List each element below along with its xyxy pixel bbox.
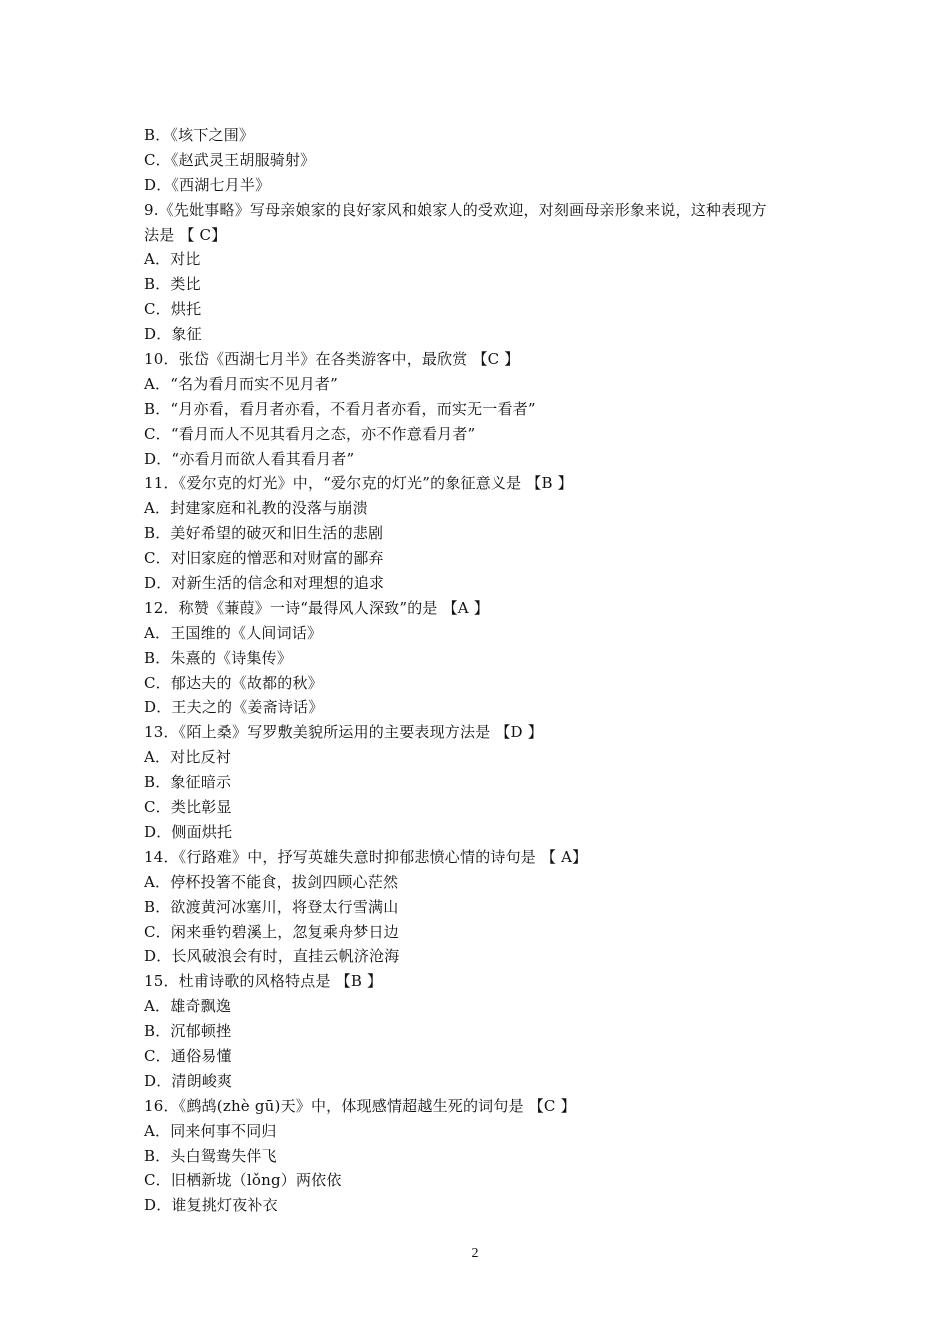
text-line: B．美好希望的破灭和旧生活的悲剧	[144, 524, 384, 543]
text-line: D．对新生活的信念和对理想的追求	[144, 574, 385, 593]
text-line: C．“看月而人不见其看月之态，亦不作意看月者”	[144, 424, 476, 443]
text-line: 法是 【 C】	[144, 225, 227, 244]
text-line: 10．张岱《西湖七月半》在各类游客中，最欣赏 【C 】	[144, 350, 520, 369]
text-line: B．类比	[144, 275, 201, 294]
text-line: D．清朗峻爽	[144, 1071, 233, 1090]
text-line: D．侧面烘托	[144, 822, 233, 841]
text-line: A．“名为看月而实不见月者”	[144, 374, 338, 393]
text-line: B．象征暗示	[144, 773, 232, 792]
text-line: B．《垓下之围》	[144, 126, 255, 144]
page-number: 2	[471, 1246, 479, 1261]
text-line: 16．《鹧鸪(zhè gū)天》中，体现感情超越生死的词句是 【C 】	[144, 1096, 576, 1115]
text-line: D．谁复挑灯夜补衣	[144, 1196, 278, 1215]
text-line: 14．《行路难》中，抒写英雄失意时抑郁悲愤心情的诗句是 【 A】	[144, 847, 588, 866]
text-line: D．象征	[144, 325, 202, 344]
text-line: C．通俗易懂	[144, 1046, 232, 1065]
text-line: C．烘托	[144, 300, 202, 319]
text-line: B．头白鸳鸯失伴飞	[144, 1146, 277, 1165]
text-line: D．王夫之的《姜斋诗话》	[144, 698, 324, 717]
text-line: B．沉郁顿挫	[144, 1022, 232, 1041]
text-line: A．同来何事不同归	[144, 1121, 277, 1140]
text-line: A．停杯投箸不能食，拔剑四顾心茫然	[144, 872, 399, 891]
text-line: B．“月亦看，看月者亦看，不看月者亦看，而实无一看者”	[144, 399, 536, 418]
text-line: C．《赵武灵王胡服骑射》	[144, 150, 316, 169]
text-line: A．王国维的《人间词话》	[144, 623, 323, 642]
text-line: C．类比彰显	[144, 798, 232, 817]
document-body	[144, 123, 824, 1218]
text-line: A．对比反衬	[144, 748, 232, 767]
text-line: C．郁达夫的《故都的秋》	[144, 673, 323, 692]
text-line: A．封建家庭和礼教的没落与崩溃	[144, 499, 368, 518]
text-line: 9.《先妣事略》写母亲娘家的良好家风和娘家人的受欢迎，对刻画母亲形象来说，这种表现方	[144, 200, 767, 219]
text-line: C．闲来垂钓碧溪上，忽复乘舟梦日边	[144, 922, 399, 941]
text-line: 12．称赞《蒹葭》一诗“最得风人深致”的是 【A 】	[144, 598, 489, 617]
text-line: D．《西湖七月半》	[144, 175, 271, 194]
text-line: B．朱熹的《诗集传》	[144, 648, 293, 667]
text-line: A．对比	[144, 250, 201, 269]
text-line: 11．《爱尔克的灯光》中，“爱尔克的灯光”的象征意义是 【B 】	[144, 474, 573, 493]
text-line: B．欲渡黄河冰塞川，将登太行雪满山	[144, 897, 399, 916]
text-line: C．旧栖新垅（lǒng）两依依	[144, 1171, 342, 1190]
text-line: 13．《陌上桑》写罗敷美貌所运用的主要表现方法是 【D 】	[144, 723, 543, 742]
text-line: C．对旧家庭的憎恶和对财富的鄙弃	[144, 549, 384, 568]
text-line: D．长风破浪会有时，直挂云帆济沧海	[144, 947, 400, 966]
text-line: 15．杜甫诗歌的风格特点是 【B 】	[144, 972, 383, 991]
text-line: D．“亦看月而欲人看其看月者”	[144, 449, 355, 468]
text-line: A．雄奇飘逸	[144, 997, 232, 1016]
